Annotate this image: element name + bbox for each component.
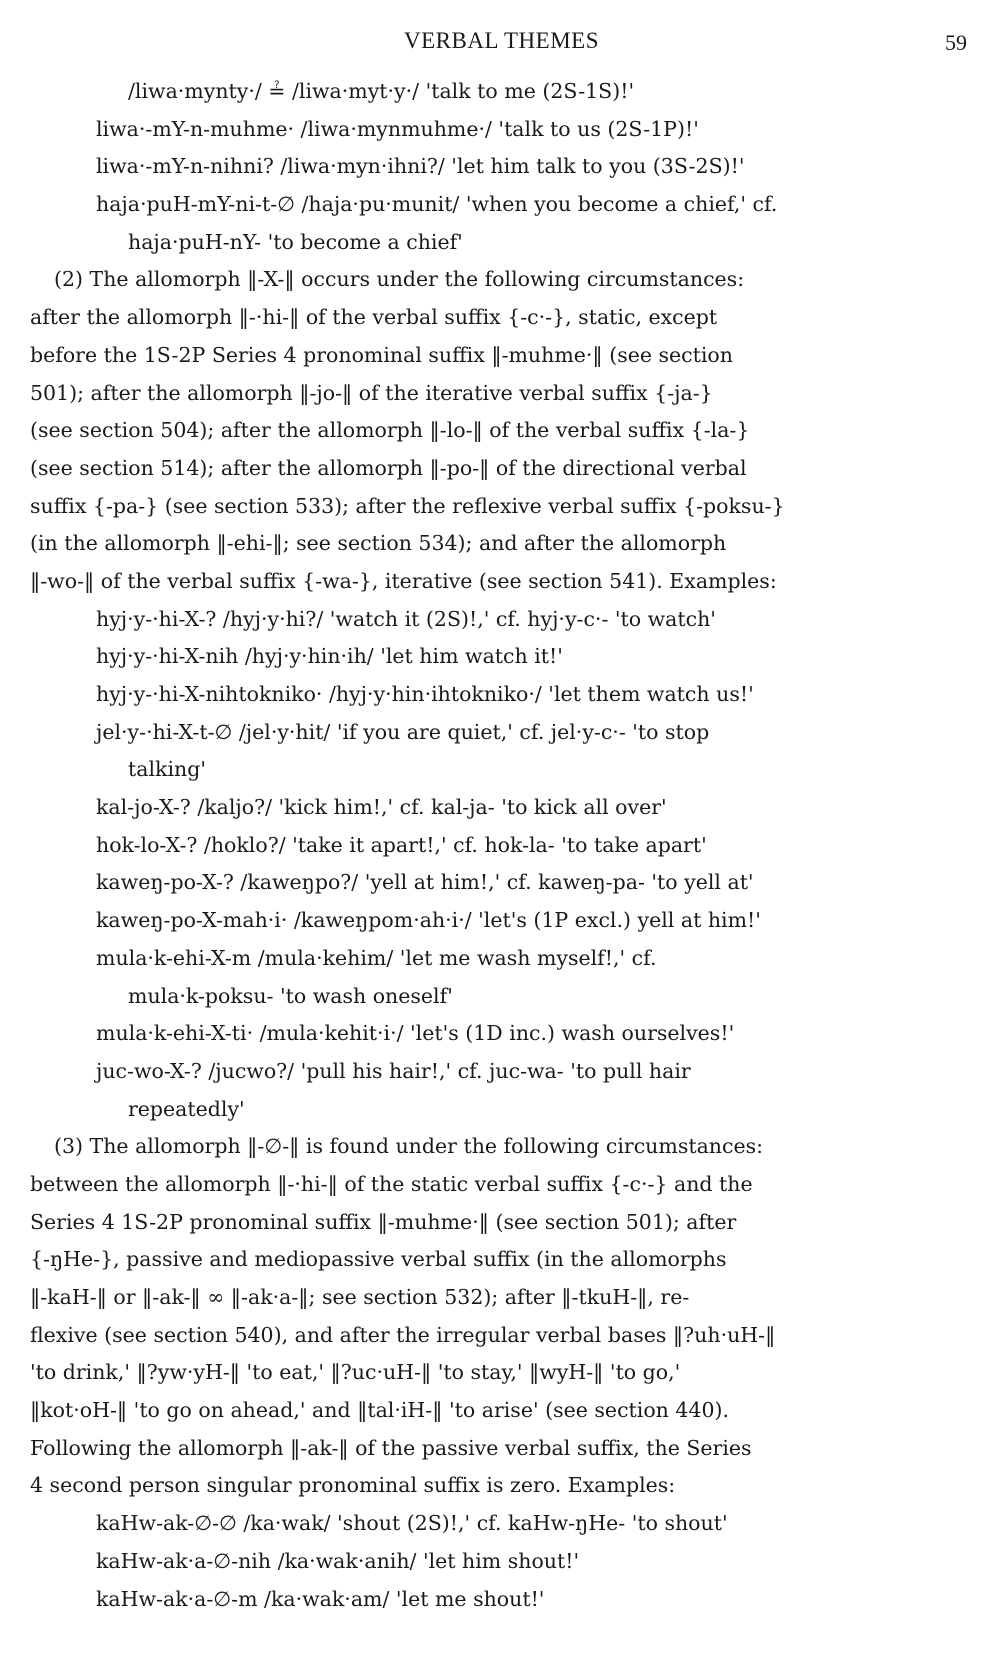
text-line: hok-lo-X-? /hoklo?/ 'take it apart!,' cf. hok-la- 'to take apart' <box>96 832 707 857</box>
text-line: mula·k-ehi-X-ti· /mula·kehit·i·/ 'let's (1D inc.) wash ourselves!' <box>96 1021 735 1046</box>
running-head <box>0 22 1003 62</box>
text-line: Following the allomorph ‖-ak-‖ of the passive verbal suffix, the Series <box>30 1435 752 1460</box>
text-line: after the allomorph ‖-·hi-‖ of the verbal suffix {-c·-}, static, except <box>30 305 718 330</box>
text-line: (3) The allomorph ‖-∅-‖ is found under the following circumstances: <box>54 1134 764 1159</box>
text-line: mula·k-poksu- 'to wash oneself' <box>128 983 453 1008</box>
text-line: ‖-kaH-‖ or ‖-ak-‖ ∞ ‖-ak·a-‖; see section 532); after ‖-tkuH-‖, re- <box>30 1285 690 1309</box>
text-line: hyj·y-·hi-X-nih /hyj·y·hin·ih/ 'let him watch it!' <box>96 644 563 669</box>
text-line: jel·y-·hi-X-t-∅ /jel·y·hit/ 'if you are quiet,' cf. jel·y-c·- 'to stop <box>96 719 710 744</box>
text-line: haja·puH-mY-ni-t-∅ /haja·pu·munit/ 'when you become a chief,' cf. <box>96 192 778 217</box>
text-line: flexive (see section 540), and after the irregular verbal bases ‖?uh·uH-‖ <box>30 1322 776 1347</box>
text-line: ‖kot·oH-‖ 'to go on ahead,' and ‖tal·iH-‖ 'to arise' (see section 440). <box>30 1398 730 1423</box>
text-line: (2) The allomorph ‖-X-‖ occurs under the following circumstances: <box>54 267 745 292</box>
text-line: Series 4 1S-2P pronominal suffix ‖-muhme·‖ (see section 501); after <box>30 1209 737 1234</box>
text-line: 4 second person singular pronominal suffix is zero. Examples: <box>30 1473 676 1498</box>
text-line: (see section 514); after the allomorph ‖-po-‖ of the directional verbal <box>30 455 747 480</box>
text-line: suffix {-pa-} (see section 533); after the reflexive verbal suffix {-poksu-} <box>30 493 785 518</box>
text-line: kaHw-ak·a-∅-nih /ka·wak·anih/ 'let him shout!' <box>96 1548 580 1573</box>
text-line: liwa·-mY-n-muhme· /liwa·mynmuhme·/ 'talk to us (2S-1P)!' <box>96 116 699 141</box>
text-line: {-ŋHe-}, passive and mediopassive verbal suffix (in the allomorphs <box>30 1247 727 1272</box>
text-line: between the allomorph ‖-·hi-‖ of the static verbal suffix {-c·-} and the <box>30 1171 753 1196</box>
text-line: haja·puH-nY- 'to become a chief' <box>128 229 463 254</box>
text-line: kal-jo-X-? /kaljo?/ 'kick him!,' cf. kal-ja- 'to kick all over' <box>96 795 667 820</box>
text-line: ‖-wo-‖ of the verbal suffix {-wa-}, iterative (see section 541). Examples: <box>30 568 777 593</box>
text-line: 501); after the allomorph ‖-jo-‖ of the iterative verbal suffix {-ja-} <box>30 380 713 405</box>
text-line: kaweŋ-po-X-mah·i· /kaweŋpom·ah·i·/ 'let's (1P excl.) yell at him!' <box>96 908 761 933</box>
text-line: (see section 504); after the allomorph ‖-lo-‖ of the verbal suffix {-la-} <box>30 418 750 443</box>
text-line: kaHw-ak-∅-∅ /ka·wak/ 'shout (2S)!,' cf. kaHw-ŋHe- 'to shout' <box>96 1511 728 1536</box>
text-line: repeatedly' <box>128 1096 245 1121</box>
text-line: juc-wo-X-? /jucwo?/ 'pull his hair!,' cf. juc-wa- 'to pull hair <box>96 1058 691 1083</box>
text-line: (in the allomorph ‖-ehi-‖; see section 534); and after the allomorph <box>30 531 727 556</box>
running-head-title: VERBAL THEMES <box>404 28 599 53</box>
text-line: /liwa·mynty·/ ≟ /liwa·myt·y·/ 'talk to me (2S-1S)!' <box>128 79 635 103</box>
body-text <box>30 73 980 1618</box>
text-line: hyj·y-·hi-X-nihtokniko· /hyj·y·hin·ihtokniko·/ 'let them watch us!' <box>96 682 754 706</box>
text-line: liwa·-mY-n-nihni? /liwa·myn·ihni?/ 'let him talk to you (3S-2S)!' <box>96 154 745 179</box>
text-line: hyj·y-·hi-X-? /hyj·y·hi?/ 'watch it (2S)!,' cf. hyj·y-c·- 'to watch' <box>96 606 716 631</box>
text-line: 'to drink,' ‖?yw·yH-‖ 'to eat,' ‖?uc·uH-‖ 'to stay,' ‖wyH-‖ 'to go,' <box>30 1360 681 1385</box>
text-line: kaweŋ-po-X-? /kaweŋpo?/ 'yell at him!,' cf. kaweŋ-pa- 'to yell at' <box>96 870 754 895</box>
text-line: kaHw-ak·a-∅-m /ka·wak·am/ 'let me shout!' <box>96 1586 545 1611</box>
text-line: before the 1S-2P Series 4 pronominal suffix ‖-muhme·‖ (see section <box>30 342 733 367</box>
text-line: talking' <box>128 757 206 782</box>
text-line: mula·k-ehi-X-m /mula·kehim/ 'let me wash myself!,' cf. <box>96 945 657 970</box>
page-number: 59 <box>945 30 967 55</box>
